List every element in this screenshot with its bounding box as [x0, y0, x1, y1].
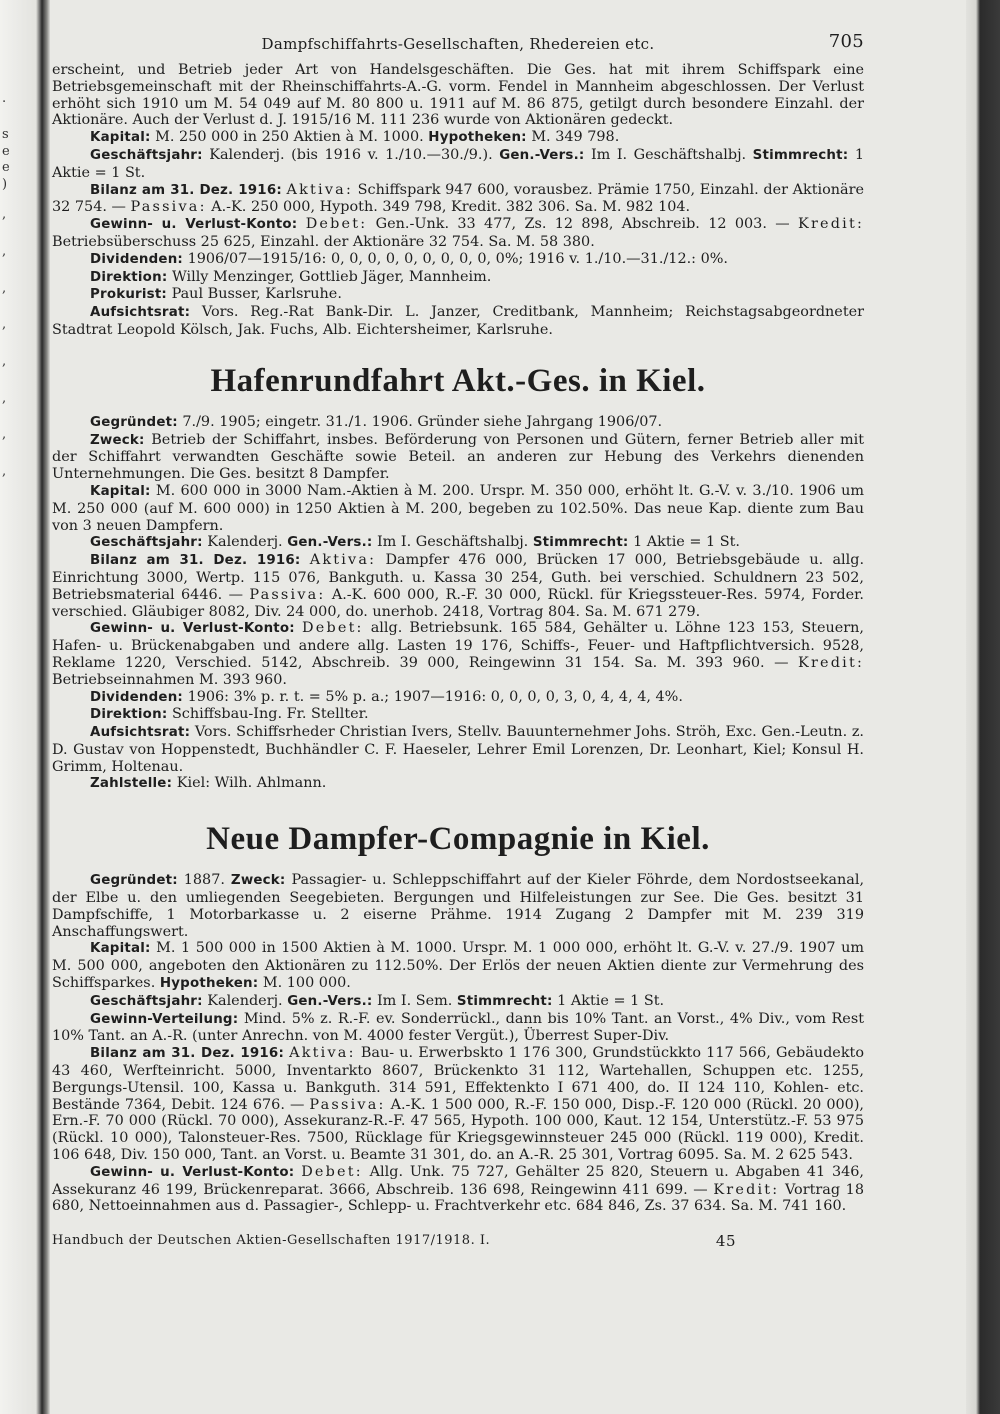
stimmrecht-label: Stimmrecht:	[752, 147, 849, 163]
prokurist-text: Paul Busser, Karlsruhe.	[171, 286, 342, 303]
intro-paragraph: erscheint, und Betrieb jeder Art von Handelsgeschäften. Die Ges. hat mit ihrem Schiffspark eine Betriebsgemeinschaft mit der Rheinschiffahrts-A.-G. vorm. Fendel in Mannheim abgeschlossen. Der Verlust erhöht sich 1910 um M. 54 049 auf M. 80 800 u. 1911 auf M. 86 875, getilgt durch besondere Einzahl. der Aktionäre. Auch der Verlust d. J. 1915/16 M. 111 236 wurde von Aktionären gedeckt.	[52, 62, 864, 129]
kapital-label: Kapital:	[90, 130, 151, 146]
zweck-label: Zweck:	[90, 432, 145, 448]
debet-word: Debet:	[301, 1163, 363, 1180]
kapital-label: Kapital:	[90, 941, 151, 957]
gegruendet-label: Gegründet:	[90, 873, 178, 889]
aufsichtsrat-paragraph	[52, 304, 864, 339]
geschaeftsjahr-text: Kalenderj.	[207, 534, 283, 551]
geschaeftsjahr-label: Geschäftsjahr:	[90, 993, 203, 1009]
zahlstelle-line	[52, 775, 864, 793]
kapital-label: Kapital:	[90, 483, 151, 499]
stimmrecht-text: 1 Aktie = 1 St.	[557, 992, 665, 1009]
debet-word: Debet:	[301, 620, 364, 637]
stimmrecht-text: 1 Aktie = 1 St.	[52, 146, 865, 181]
direktion-text: Schiffsbau-Ing. Fr. Stellter.	[171, 706, 369, 723]
company-entry-continued	[52, 62, 864, 339]
stimmrecht-text: 1 Aktie = 1 St.	[633, 534, 740, 551]
debet-text: Gen.-Unk. 33 477, Zs. 12 898, Abschreib. 12 003. —	[375, 216, 790, 233]
bilanz-label: Bilanz am 31. Dez. 1916:	[90, 182, 282, 198]
dividenden-text: 1906: 3% p. r. t. = 5% p. a.; 1907—1916: 0, 0, 0, 0, 3, 0, 4, 4, 4, 4%.	[187, 688, 683, 705]
dividenden-text: 1906/07—1915/16: 0, 0, 0, 0, 0, 0, 0, 0, 0, 0%; 1916 v. 1./10.—31./12.: 0%.	[187, 250, 729, 267]
guv-paragraph	[52, 1164, 864, 1215]
hypotheken-label: Hypotheken:	[428, 130, 527, 146]
company-title: Neue Dampfer-Compagnie in Kiel.	[206, 821, 710, 858]
margin-mark: s	[2, 127, 9, 142]
aufsichtsrat-label: Aufsichtsrat:	[90, 725, 191, 741]
margin-mark: ,	[2, 391, 7, 406]
company-title: Hafenrundfahrt Akt.-Ges. in Kiel.	[210, 362, 706, 399]
aktiva-word: Aktiva:	[286, 181, 354, 198]
geschaeftsjahr-label: Geschäftsjahr:	[90, 535, 203, 551]
zweck-text: Passagier- u. Schleppschiffahrt auf der Kieler Föhrde, dem Nordostseekanal, der Elbe u. den umliegenden Seegebieten. Bergungen und Hilfeleistungen zur See. Die Ges. besitzt 31 Dampfschiffe, 1 Motorbarkasse u. 2 eiserne Prähme. 1914 Zugang 2 Dampfer mit M. 239 319 Anschaffungswert.	[52, 872, 865, 940]
kapital-line	[52, 129, 864, 147]
margin-mark: ,	[2, 317, 7, 332]
margin-mark: ,	[2, 354, 7, 369]
stimmrecht-label: Stimmrecht:	[532, 535, 629, 551]
company-entry-hafenrundfahrt	[52, 363, 864, 794]
debet-text: Allg. Unk. 75 727, Gehälter 25 820, Steuern u. Abgaben 41 346, Assekuranz 46 199, Brückenreparat. 3666, Abschreib. 136 698, Reingewinn 411 699. —	[52, 1163, 864, 1198]
page-number: 705	[828, 31, 864, 52]
geschaeftsjahr-line	[52, 534, 864, 552]
dividenden-line	[52, 689, 864, 707]
geschaeftsjahr-text: Kalenderj.	[207, 992, 283, 1009]
margin-mark: ,	[2, 244, 7, 259]
zweck-paragraph	[52, 432, 864, 483]
aufsichtsrat-text: Vors. Schiffsrheder Christian Ivers, Stellv. Bauunternehmer Johs. Ströh, Exc. Gen.-Leutn. z. D. Gustav von Hoppenstedt, Buchhändler C. F. Haeseler, Lehrer Emil Lorenzen, Dr. Leonhart, Kiel; Konsul H. Grimm, Holtenau.	[52, 724, 864, 775]
prokurist-label: Prokurist:	[90, 287, 167, 303]
hypotheken-text: M. 100 000.	[262, 975, 351, 992]
running-title: Dampfschiffahrts-Gesellschaften, Rhedereien etc.	[261, 35, 655, 53]
passiva-text: A.-K. 600 000, R.-F. 30 000, Rückl. für Kriegssteuer-Res. 5974, Forder. verschied. Gläubiger 8082, Div. 24 000, do. unerhob. 2418, Vortrag 804. Sa. M. 671 279.	[52, 586, 864, 620]
dividenden-label: Dividenden:	[90, 689, 183, 705]
margin-mark: e	[2, 144, 10, 159]
kapital-paragraph	[52, 483, 864, 534]
geschaeftsjahr-text: Kalenderj. (bis 1916 v. 1./10.—30./9.).	[209, 146, 493, 163]
genvers-text: Im I. Geschäftshalbj.	[377, 534, 529, 551]
hypotheken-label: Hypotheken:	[159, 976, 259, 992]
aufsichtsrat-paragraph	[52, 724, 864, 775]
passiva-text: A.-K. 250 000, Hypoth. 349 798, Kredit. 382 306. Sa. M. 982 104.	[211, 199, 691, 216]
hypotheken-text: M. 349 798.	[531, 129, 620, 146]
geschaeftsjahr-label: Geschäftsjahr:	[90, 147, 203, 163]
direktion-text: Willy Menzinger, Gottlieb Jäger, Mannheim.	[171, 268, 492, 285]
passiva-word: Passiva:	[249, 586, 326, 603]
bilanz-label: Bilanz am 31. Dez. 1916:	[90, 553, 301, 569]
kapital-text: M. 250 000 in 250 Aktien à M. 1000.	[155, 129, 424, 146]
geschaeftsjahr-line	[52, 147, 864, 182]
gegruendet-text: 7./9. 1905; eingetr. 31./1. 1906. Gründer siehe Jahrgang 1906/07.	[182, 413, 663, 430]
aktiva-text: Dampfer 476 000, Brücken 17 000, Betriebsgebäude u. allg. Einrichtung 3000, Wertp. 115 076, Bankguth. u. Kassa 30 254, Guth. bei verschied. Schuldnern 23 502, Betriebsmaterial 6446. —	[52, 552, 865, 603]
gegruendet-text: 1887.	[183, 872, 225, 889]
bilanz-paragraph	[52, 1045, 864, 1164]
guv-label: Gewinn- u. Verlust-Konto:	[90, 621, 295, 637]
bilanz-paragraph	[52, 182, 864, 217]
gewinnverteilung-text: Mind. 5% z. R.-F. ev. Sonderrückl., dann bis 10% Tant. an Vorst., 4% Div., vom Rest 10% Tant. an A.-R. (unter Anrechn. von M. 4000 fester Vergüt.), Überrest Super-Div.	[52, 1010, 864, 1045]
passiva-word: Passiva:	[130, 199, 207, 216]
guv-paragraph	[52, 216, 864, 251]
margin-mark: .	[2, 91, 7, 106]
previous-page-edge	[0, 0, 50, 1414]
aufsichtsrat-label: Aufsichtsrat:	[90, 305, 191, 321]
zahlstelle-text: Kiel: Wilh. Ahlmann.	[176, 775, 327, 792]
aktiva-text: Schiffspark 947 600, vorausbez. Prämie 1750, Einzahl. der Aktionäre 32 754. —	[52, 181, 865, 216]
genvers-label: Gen.-Vers.:	[499, 147, 585, 163]
gewinnverteilung-paragraph	[52, 1011, 864, 1046]
stimmrecht-label: Stimmrecht:	[456, 993, 553, 1009]
passiva-word: Passiva:	[309, 1096, 386, 1113]
aktiva-text: Bau- u. Erwerbskto 1 176 300, Grundstückkto 117 566, Gebäudekto 43 460, Werfteinricht. 5000, Inventarkto 8607, Brückenkto 31 112, Wartehallen, Schuppen etc. 1255, Bergungs-Utensil. 100, Kassa u. Bankguth. 314 591, Effektenkto I 671 400, do. II 124 110, Kohlen- etc. Bestände 7364, Debit. 124 676. —	[52, 1045, 864, 1113]
debet-text: allg. Betriebsunk. 165 584, Gehälter u. Löhne 123 153, Steuern, Hafen- u. Brückenabgaben und andere allg. Lasten 19 176, Schiffs-, Feuer- und Haftpflichtversich. 9528, Reklame 1220, Verschied. 5142, Abschreib. 39 000, Reingewinn 31 154. Sa. M. 393 960. —	[52, 620, 864, 671]
passiva-text: A.-K. 1 500 000, R.-F. 150 000, Disp.-F. 120 000 (Rückl. 20 000), Ern.-F. 70 000 (Rückl. 70 000), Assekuranz-R.-F. 47 565, Hypoth. 100 000, Kaut. 12 154, Unterstütz.-F. 53 975 (Rückl. 10 000), Talonsteuer-Res. 7500, Rücklage für Kriegsgewinnsteuer 245 000 (Rückl. 119 000), Kredit. 106 648, Div. 150 000, Tant. an Vorst. u. Beamte 31 301, do. an A.-R. 25 301, Vortrag 6095. Sa. M. 2 625 543.	[52, 1096, 865, 1164]
dividenden-line	[52, 251, 864, 269]
company-entry-neue-dampfer	[52, 821, 864, 1215]
bilanz-paragraph	[52, 552, 864, 620]
kredit-word: Kredit:	[798, 216, 864, 233]
right-page-edge	[966, 0, 1000, 1414]
zweck-label: Zweck:	[230, 873, 286, 889]
debet-word: Debet:	[305, 216, 368, 233]
genvers-text: Im I. Geschäftshalbj.	[590, 146, 747, 163]
genvers-text: Im I. Sem.	[377, 992, 453, 1009]
running-header	[52, 31, 864, 62]
kapital-text: M. 1 500 000 in 1500 Aktien à M. 1000. Urspr. M. 1 000 000, erhöht lt. G.-V. v. 27./9. 1907 um M. 500 000, angeboten den Aktionären zu 112.50%. Der Erlös der neuen Aktien diente zur Vermehrung des Schiffsparkes.	[52, 940, 864, 992]
zahlstelle-label: Zahlstelle:	[90, 776, 173, 792]
margin-mark: e	[2, 160, 10, 175]
direktion-label: Direktion:	[90, 707, 168, 723]
guv-label: Gewinn- u. Verlust-Konto:	[90, 217, 298, 233]
gegruendet-label: Gegründet:	[90, 414, 178, 430]
bilanz-label: Bilanz am 31. Dez. 1916:	[90, 1046, 284, 1062]
margin-mark: )	[2, 177, 8, 192]
direktion-line	[52, 706, 864, 724]
prokurist-line	[52, 286, 864, 304]
guv-paragraph	[52, 620, 864, 688]
margin-mark: ,	[2, 427, 7, 442]
dividenden-label: Dividenden:	[90, 251, 183, 267]
geschaeftsjahr-line	[52, 993, 864, 1011]
direktion-label: Direktion:	[90, 269, 168, 285]
margin-mark: ,	[2, 207, 7, 222]
aufsichtsrat-text: Vors. Reg.-Rat Bank-Dir. L. Janzer, Creditbank, Mannheim; Reichstagsabgeordneter Stadtrat Leopold Kölsch, Jak. Fuchs, Alb. Eichtersheimer, Karlsruhe.	[52, 304, 864, 338]
margin-mark: ,	[2, 464, 7, 479]
handbook-title: Handbuch der Deutschen Aktien-Gesellschaften 1917/1918. I.	[52, 1233, 491, 1249]
kapital-text: M. 600 000 in 3000 Nam.-Aktien à M. 200. Urspr. M. 350 000, erhöht lt. G.-V. v. 3./10. 1906 um M. 250 000 (auf M. 600 000) in 1250 Aktien à M. 200, begeben zu 102.50%. Das neue Kap. diente zum Bau von 3 neuen Dampfern.	[52, 482, 864, 534]
genvers-label: Gen.-Vers.:	[287, 535, 373, 551]
kredit-word: Kredit:	[798, 654, 864, 671]
signature-mark: 45	[715, 1232, 736, 1251]
kredit-text: Betriebseinnahmen M. 393 960.	[52, 671, 287, 688]
guv-label: Gewinn- u. Verlust-Konto:	[90, 1164, 295, 1180]
aktiva-word: Aktiva:	[289, 1045, 356, 1062]
page-body	[52, 31, 865, 1253]
zweck-text: Betrieb der Schiffahrt, insbes. Beförderung von Personen und Gütern, ferner Betrieb aller mit der Schiffahrt verwandten Geschäfte sowie Beteil. an anderen zur Hebung des Verkehrs dienenden Unternehmungen. Die Ges. besitzt 8 Dampfer.	[52, 431, 865, 483]
kredit-text: Betriebsüberschuss 25 625, Einzahl. der Aktionäre 32 754. Sa. M. 58 380.	[52, 233, 595, 250]
genvers-label: Gen.-Vers.:	[287, 993, 373, 1009]
gegruendet-zweck-paragraph	[52, 872, 864, 940]
kredit-text: Vortrag 18 680, Nettoeinnahmen aus d. Passagier-, Schlepp- u. Frachtverkehr etc. 684 846, Zs. 37 634. Sa. M. 741 160.	[52, 1181, 864, 1215]
gegruendet-line	[52, 414, 864, 432]
kapital-paragraph	[52, 940, 864, 992]
page-footer	[52, 1233, 864, 1253]
gewinnverteilung-label: Gewinn-Verteilung:	[90, 1011, 239, 1027]
kredit-word: Kredit:	[713, 1181, 780, 1198]
direktion-line	[52, 269, 864, 287]
margin-mark: ,	[2, 281, 7, 296]
aktiva-word: Aktiva:	[309, 552, 377, 569]
